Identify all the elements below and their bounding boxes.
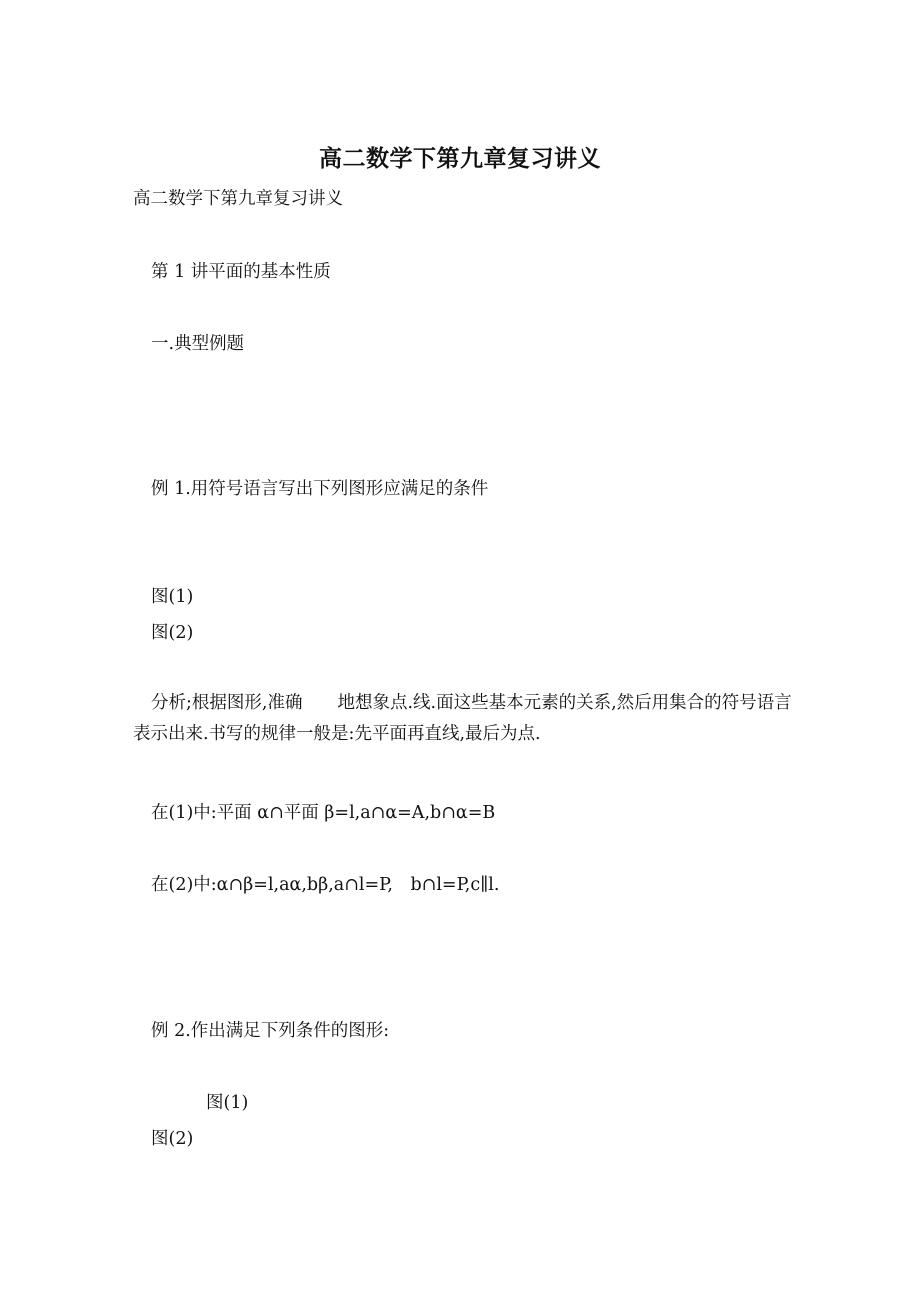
example1-case1: 在(1)中:平面 α∩平面 β=l,a∩α=A,b∩α=B	[151, 803, 496, 823]
lecture-heading: 第 1 讲平面的基本性质	[151, 262, 331, 282]
example1-analysis: 分析;根据图形,准确 地想象点.线.面这些基本元素的关系,然后用集合的符号语言表示出来.书写的规律一般是:先平面再直线,最后为点.	[133, 693, 792, 744]
document-title: 高二数学下第九章复习讲义	[319, 145, 601, 172]
example1-figure1-label: 图(1)	[151, 587, 194, 607]
example2-figure1-label: 图(1)	[206, 1093, 249, 1113]
document-subtitle: 高二数学下第九章复习讲义	[133, 189, 343, 209]
example1-figure2-label: 图(2)	[151, 623, 194, 643]
example1-case2: 在(2)中:α∩β=l,aα,bβ,a∩l=P, b∩l=P,c∥l.	[151, 875, 500, 895]
section-heading: 一.典型例题	[151, 334, 245, 354]
example2-figure2-label: 图(2)	[151, 1129, 194, 1149]
example1-heading: 例 1.用符号语言写出下列图形应满足的条件	[151, 479, 489, 499]
example2-heading: 例 2.作出满足下列条件的图形:	[151, 1021, 390, 1041]
